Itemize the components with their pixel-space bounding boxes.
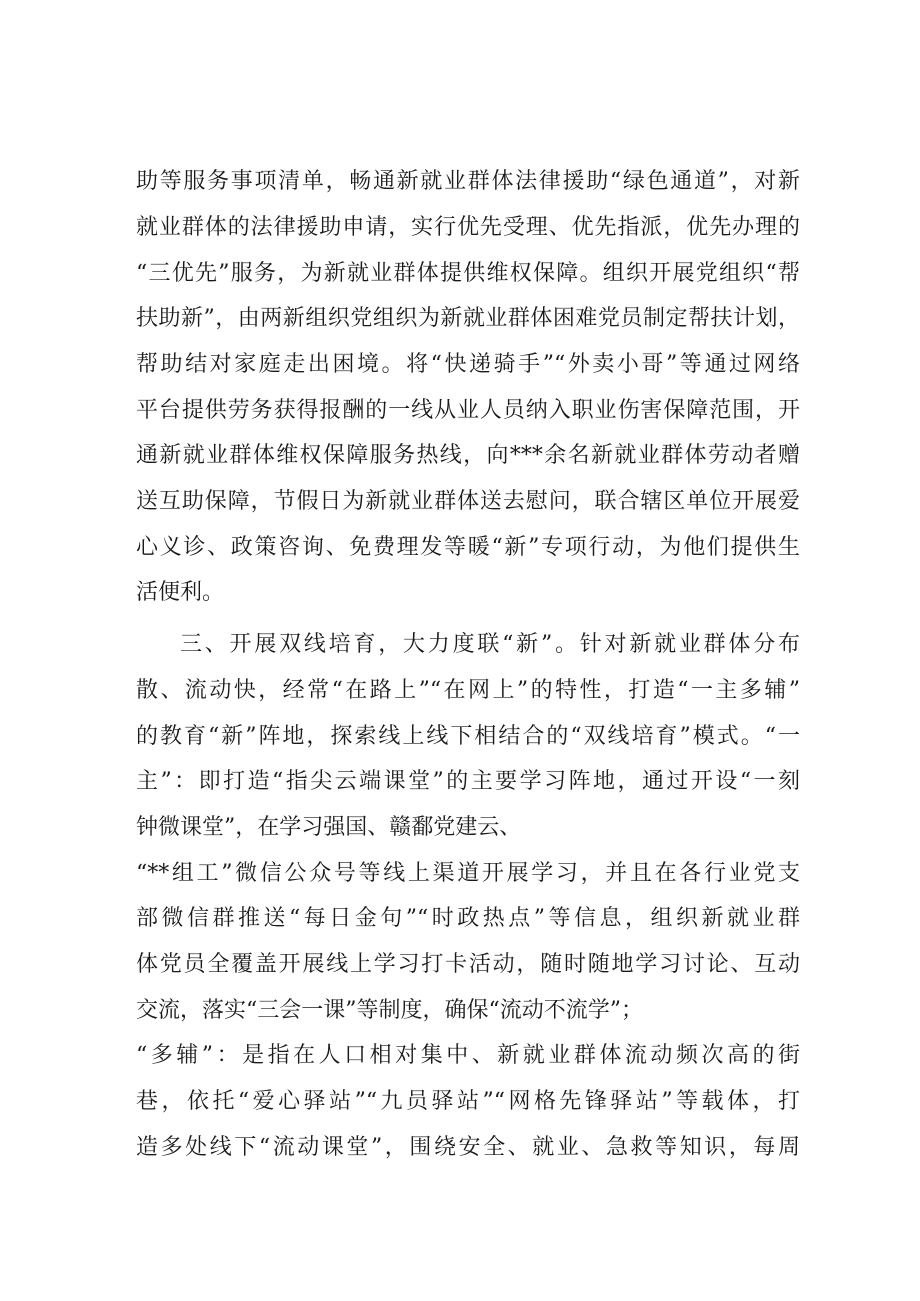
- paragraph-2-line-5: 钟微课堂”，在学习强国、赣鄱党建云、: [136, 815, 522, 840]
- paragraph-2-line-8: 体党员全覆盖开展线上学习打卡活动，随时随地学习讨论、互动: [136, 952, 800, 977]
- paragraph-1-line-2: 就业群体的法律援助申请，实行优先受理、优先指派，优先办理的: [136, 215, 800, 240]
- paragraph-2-line-1: 三、开展双线培育，大力度联“新”。针对新就业群体分布: [180, 632, 800, 657]
- paragraph-2-line-3: 的教育“新”阵地，探索线上线下相结合的“双线培育”模式。“一: [136, 724, 800, 749]
- paragraph-1-line-3: “三优先”服务，为新就业群体提供维权保障。组织开展党组织“帮: [136, 261, 800, 286]
- paragraph-2-line-6: “**组工”微信公众号等线上渠道开展学习，并且在各行业党支: [136, 861, 800, 886]
- paragraph-2-line-9: 交流，落实“三会一课”等制度，确保“流动不流学”；: [136, 998, 643, 1023]
- paragraph-1-line-9: 心义诊、政策咨询、免费理发等暖“新”专项行动，为他们提供生: [136, 535, 800, 560]
- paragraph-2-line-7: 部微信群推送“每日金句”“时政热点”等信息，组织新就业群: [136, 906, 800, 931]
- paragraph-1-line-6: 平台提供劳务获得报酬的一线从业人员纳入职业伤害保障范围，开: [136, 398, 800, 423]
- paragraph-2-line-12: 造多处线下“流动课堂”，围绕安全、就业、急救等知识，每周: [136, 1135, 800, 1160]
- paragraph-1-line-7: 通新就业群体维权保障服务热线，向***余名新就业群体劳动者赠: [136, 443, 800, 468]
- paragraph-1-line-8: 送互助保障，节假日为新就业群体送去慰问，联合辖区单位开展爱: [136, 489, 800, 514]
- paragraph-1-line-4: 扶助新”，由两新组织党组织为新就业群体困难党员制定帮扶计划，: [136, 306, 800, 331]
- paragraph-1-line-5: 帮助结对家庭走出困境。将“快递骑手”“外卖小哥”等通过网络: [136, 352, 800, 377]
- paragraph-1-line-1: 助等服务事项清单，畅通新就业群体法律援助“绿色通道”，对新: [136, 169, 800, 194]
- paragraph-1-line-10: 活便利。: [136, 580, 225, 605]
- paragraph-2-line-11: 巷，依托“爱心驿站”“九员驿站”“网格先锋驿站”等载体，打: [136, 1089, 800, 1114]
- paragraph-2-line-2: 散、流动快，经常“在路上”“在网上”的特性，打造“一主多辅”: [136, 678, 800, 703]
- paragraph-2-line-10: “多辅”：是指在人口相对集中、新就业群体流动频次高的街: [136, 1043, 800, 1068]
- paragraph-2-line-4: 主”：即打造“指尖云端课堂”的主要学习阵地，通过开设“一刻: [136, 769, 800, 794]
